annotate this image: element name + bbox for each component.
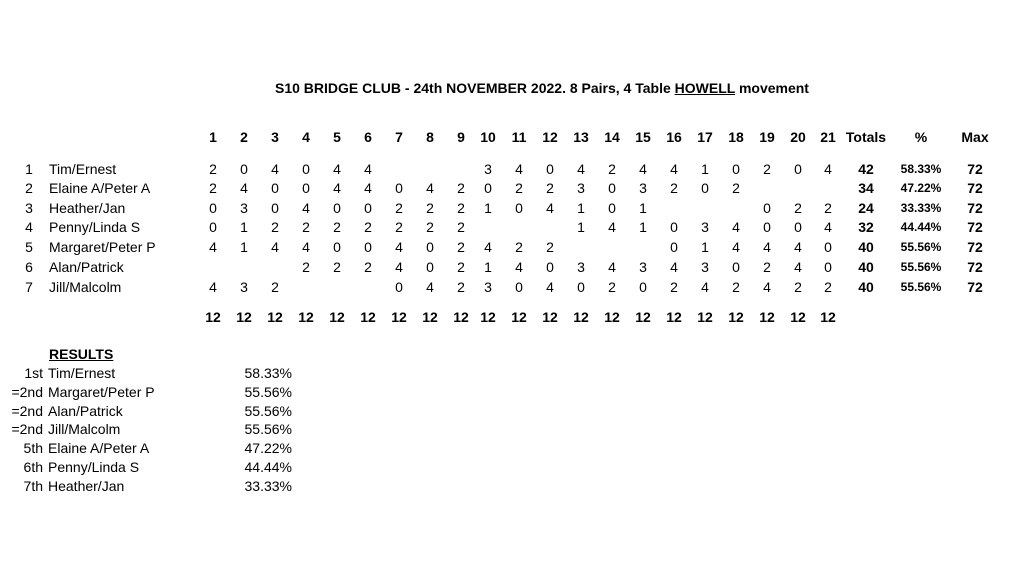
score-cell: 2 [457, 219, 465, 235]
result-percent: 58.33% [244, 365, 292, 381]
score-cell: 0 [271, 200, 279, 216]
board-header: 21 [820, 129, 836, 145]
score-cell: 4 [426, 279, 434, 295]
score-cell: 4 [824, 161, 832, 177]
score-cell: 4 [608, 219, 616, 235]
score-cell: 0 [302, 180, 310, 196]
max-cell: 72 [967, 219, 983, 235]
score-cell: 4 [271, 161, 279, 177]
result-name: Elaine A/Peter A [48, 440, 150, 456]
score-cell: 0 [209, 200, 217, 216]
score-cell: 0 [732, 259, 740, 275]
score-cell: 2 [457, 259, 465, 275]
score-cell: 0 [240, 161, 248, 177]
score-cell: 3 [484, 279, 492, 295]
score-cell: 2 [824, 279, 832, 295]
score-cell: 1 [639, 219, 647, 235]
score-cell: 2 [794, 279, 802, 295]
result-place: =2nd [11, 421, 43, 437]
score-cell: 1 [484, 259, 492, 275]
percent-cell: 55.56% [900, 280, 942, 294]
score-cell: 0 [794, 161, 802, 177]
pair-number: 7 [25, 279, 33, 295]
score-cell: 4 [240, 180, 248, 196]
score-cell: 3 [240, 200, 248, 216]
pair-name: Heather/Jan [49, 200, 126, 216]
percent-cell: 55.56% [900, 260, 942, 274]
board-max-footer: 12 [391, 309, 407, 325]
score-cell: 0 [426, 239, 434, 255]
score-cell: 2 [364, 219, 372, 235]
max-cell: 72 [967, 279, 983, 295]
board-header: 6 [364, 129, 372, 145]
score-cell: 4 [701, 279, 709, 295]
board-max-footer: 12 [542, 309, 558, 325]
score-cell: 2 [457, 200, 465, 216]
score-cell: 4 [364, 161, 372, 177]
board-max-footer: 12 [820, 309, 836, 325]
score-cell: 0 [794, 219, 802, 235]
percent-cell: 44.44% [900, 220, 942, 234]
board-header: 7 [395, 129, 403, 145]
percent-cell: 47.22% [900, 181, 942, 195]
score-cell: 1 [577, 219, 585, 235]
score-cell: 4 [824, 219, 832, 235]
score-cell: 4 [670, 161, 678, 177]
result-place: =2nd [11, 403, 43, 419]
score-cell: 0 [333, 200, 341, 216]
score-cell: 2 [457, 239, 465, 255]
max-header: Max [961, 129, 989, 145]
score-cell: 2 [546, 239, 554, 255]
pair-name: Alan/Patrick [49, 259, 124, 275]
score-cell: 4 [732, 239, 740, 255]
pair-number: 4 [25, 219, 33, 235]
board-max-footer: 12 [205, 309, 221, 325]
score-cell: 2 [302, 219, 310, 235]
score-cell: 2 [271, 279, 279, 295]
title-prefix: S10 BRIDGE CLUB - 24th NOVEMBER 2022. 8 Pairs, 4 Table [275, 80, 675, 96]
board-max-footer: 12 [511, 309, 527, 325]
board-max-footer: 12 [728, 309, 744, 325]
board-header: 11 [511, 129, 527, 145]
score-cell: 0 [364, 239, 372, 255]
score-cell: 4 [395, 239, 403, 255]
score-cell: 4 [364, 180, 372, 196]
board-max-footer: 12 [697, 309, 713, 325]
result-percent: 55.56% [244, 403, 292, 419]
pair-name: Tim/Ernest [49, 161, 117, 177]
percent-cell: 55.56% [900, 240, 942, 254]
score-cell: 4 [515, 161, 523, 177]
board-max-footer: 12 [298, 309, 314, 325]
score-cell: 0 [209, 219, 217, 235]
score-cell: 2 [426, 219, 434, 235]
board-header: 1 [209, 129, 217, 145]
score-cell: 4 [271, 239, 279, 255]
score-cell: 3 [577, 259, 585, 275]
score-cell: 0 [763, 219, 771, 235]
result-name: Penny/Linda S [48, 459, 140, 475]
score-cell: 2 [670, 279, 678, 295]
score-cell: 2 [209, 180, 217, 196]
score-cell: 0 [824, 239, 832, 255]
score-cell: 4 [577, 161, 585, 177]
score-cell: 3 [701, 259, 709, 275]
score-cell: 0 [763, 200, 771, 216]
pair-name: Margaret/Peter P [49, 239, 156, 255]
board-header: 18 [728, 129, 744, 145]
score-cell: 1 [639, 200, 647, 216]
score-cell: 2 [732, 180, 740, 196]
result-name: Alan/Patrick [48, 403, 123, 419]
score-cell: 0 [515, 279, 523, 295]
page-title [0, 80, 1024, 96]
board-max-footer: 12 [360, 309, 376, 325]
result-name: Heather/Jan [48, 478, 125, 494]
pair-number: 1 [25, 161, 33, 177]
board-header: 20 [790, 129, 806, 145]
board-max-footer: 12 [666, 309, 682, 325]
totals-header: Totals [845, 129, 887, 145]
pair-number: 6 [25, 259, 33, 275]
score-cell: 0 [639, 279, 647, 295]
board-max-footer: 12 [790, 309, 806, 325]
score-cell: 2 [271, 219, 279, 235]
pair-number: 3 [25, 200, 33, 216]
score-cell: 1 [240, 219, 248, 235]
score-cell: 0 [608, 200, 616, 216]
results-heading: RESULTS [49, 346, 114, 362]
board-max-footer: 12 [236, 309, 252, 325]
result-percent: 55.56% [244, 421, 292, 437]
total-cell: 42 [858, 161, 874, 177]
score-cell: 2 [763, 161, 771, 177]
total-cell: 24 [858, 200, 874, 216]
score-cell: 2 [302, 259, 310, 275]
result-name: Tim/Ernest [48, 365, 116, 381]
score-cell: 2 [608, 279, 616, 295]
score-cell: 0 [395, 180, 403, 196]
board-max-footer: 12 [267, 309, 283, 325]
score-cell: 3 [484, 161, 492, 177]
score-cell: 2 [794, 200, 802, 216]
score-cell: 2 [546, 180, 554, 196]
pair-name: Jill/Malcolm [49, 279, 122, 295]
score-cell: 4 [546, 279, 554, 295]
board-header: 17 [697, 129, 713, 145]
score-cell: 2 [457, 279, 465, 295]
score-cell: 1 [484, 200, 492, 216]
board-max-footer: 12 [573, 309, 589, 325]
score-cell: 0 [824, 259, 832, 275]
score-cell: 0 [577, 279, 585, 295]
score-cell: 2 [670, 180, 678, 196]
board-header: 9 [457, 129, 465, 145]
score-cell: 1 [577, 200, 585, 216]
result-name: Jill/Malcolm [48, 421, 121, 437]
score-cell: 0 [670, 239, 678, 255]
score-cell: 4 [333, 161, 341, 177]
board-max-footer: 12 [453, 309, 469, 325]
score-cell: 4 [763, 279, 771, 295]
total-cell: 40 [858, 239, 874, 255]
board-header: 13 [573, 129, 589, 145]
total-cell: 40 [858, 279, 874, 295]
total-cell: 32 [858, 219, 874, 235]
score-cell: 0 [515, 200, 523, 216]
score-cell: 0 [426, 259, 434, 275]
board-max-footer: 12 [422, 309, 438, 325]
max-cell: 72 [967, 200, 983, 216]
score-cell: 4 [333, 180, 341, 196]
score-cell: 4 [302, 239, 310, 255]
board-max-footer: 12 [329, 309, 345, 325]
score-cell: 0 [302, 161, 310, 177]
score-cell: 3 [240, 279, 248, 295]
result-percent: 47.22% [244, 440, 292, 456]
percent-cell: 58.33% [900, 162, 942, 176]
score-cell: 2 [515, 180, 523, 196]
board-header: 14 [604, 129, 620, 145]
score-cell: 2 [515, 239, 523, 255]
result-name: Margaret/Peter P [48, 384, 155, 400]
result-percent: 33.33% [244, 478, 292, 494]
score-cell: 0 [670, 219, 678, 235]
score-cell: 4 [794, 259, 802, 275]
board-header: 16 [666, 129, 682, 145]
score-cell: 4 [670, 259, 678, 275]
board-header: 2 [240, 129, 248, 145]
score-cell: 0 [395, 279, 403, 295]
score-cell: 2 [824, 200, 832, 216]
score-cell: 0 [484, 180, 492, 196]
board-header: 4 [302, 129, 310, 145]
title-suffix: movement [735, 80, 809, 96]
score-cell: 3 [577, 180, 585, 196]
result-place: =2nd [11, 384, 43, 400]
score-cell: 0 [271, 180, 279, 196]
score-cell: 0 [701, 180, 709, 196]
title-howell: HOWELL [674, 80, 736, 96]
score-cell: 4 [763, 239, 771, 255]
pair-number: 2 [25, 180, 33, 196]
board-max-footer: 12 [635, 309, 651, 325]
score-cell: 2 [395, 200, 403, 216]
score-cell: 4 [209, 239, 217, 255]
score-cell: 4 [546, 200, 554, 216]
score-cell: 0 [333, 239, 341, 255]
pair-number: 5 [25, 239, 33, 255]
score-cell: 0 [732, 161, 740, 177]
result-place: 5th [23, 440, 43, 456]
result-percent: 44.44% [244, 459, 292, 475]
max-cell: 72 [967, 161, 983, 177]
score-cell: 1 [701, 161, 709, 177]
score-cell: 2 [333, 219, 341, 235]
score-cell: 4 [484, 239, 492, 255]
result-place: 6th [23, 459, 43, 475]
score-cell: 3 [701, 219, 709, 235]
score-cell: 2 [333, 259, 341, 275]
score-cell: 0 [546, 259, 554, 275]
result-place: 1st [24, 365, 43, 381]
score-cell: 0 [364, 200, 372, 216]
total-cell: 40 [858, 259, 874, 275]
score-cell: 2 [608, 161, 616, 177]
score-cell: 2 [209, 161, 217, 177]
board-header: 12 [542, 129, 558, 145]
max-cell: 72 [967, 259, 983, 275]
board-header: 19 [759, 129, 775, 145]
total-cell: 34 [858, 180, 874, 196]
max-cell: 72 [967, 180, 983, 196]
score-cell: 3 [639, 259, 647, 275]
score-cell: 4 [426, 180, 434, 196]
max-cell: 72 [967, 239, 983, 255]
score-cell: 4 [209, 279, 217, 295]
score-cell: 4 [794, 239, 802, 255]
pair-name: Elaine A/Peter A [49, 180, 151, 196]
score-cell: 4 [395, 259, 403, 275]
score-cell: 3 [639, 180, 647, 196]
score-cell: 0 [546, 161, 554, 177]
score-cell: 4 [639, 161, 647, 177]
score-cell: 1 [240, 239, 248, 255]
score-cell: 4 [608, 259, 616, 275]
result-percent: 55.56% [244, 384, 292, 400]
score-cell: 0 [608, 180, 616, 196]
score-cell: 2 [763, 259, 771, 275]
board-max-footer: 12 [604, 309, 620, 325]
board-max-footer: 12 [759, 309, 775, 325]
score-cell: 1 [701, 239, 709, 255]
board-header: 3 [271, 129, 279, 145]
board-header: 15 [635, 129, 651, 145]
score-cell: 2 [426, 200, 434, 216]
score-cell: 4 [302, 200, 310, 216]
score-cell: 4 [732, 219, 740, 235]
board-header: 8 [426, 129, 434, 145]
result-place: 7th [23, 478, 43, 494]
score-cell: 2 [732, 279, 740, 295]
score-cell: 2 [457, 180, 465, 196]
board-max-footer: 12 [480, 309, 496, 325]
score-cell: 2 [364, 259, 372, 275]
board-header: 5 [333, 129, 341, 145]
score-cell: 2 [395, 219, 403, 235]
pair-name: Penny/Linda S [49, 219, 141, 235]
percent-cell: 33.33% [900, 201, 942, 215]
percent-header: % [914, 129, 928, 145]
board-header: 10 [480, 129, 496, 145]
score-cell: 4 [515, 259, 523, 275]
